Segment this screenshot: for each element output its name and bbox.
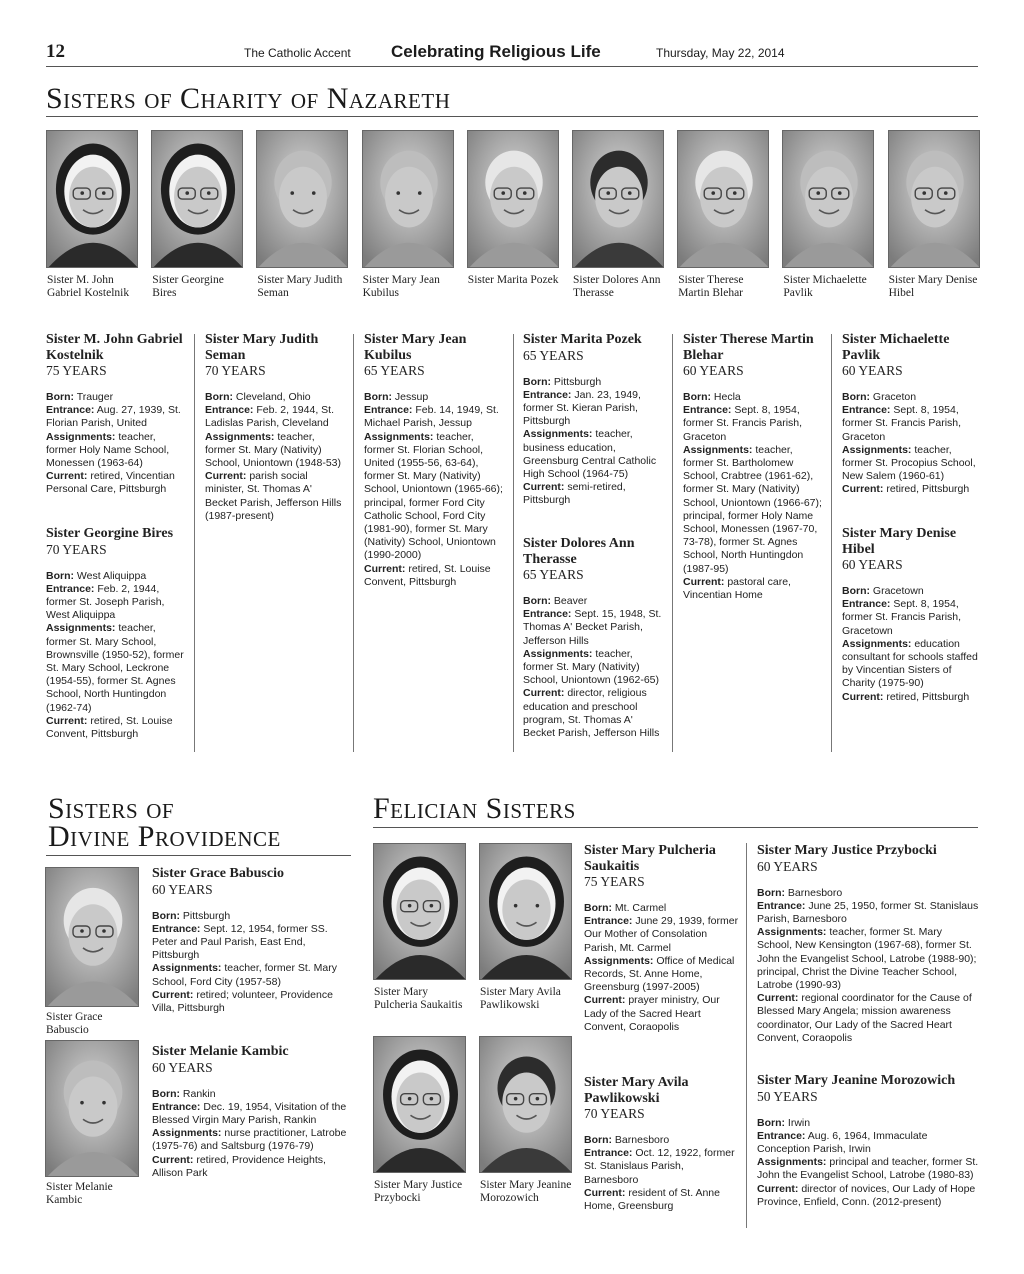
bio-years: 65 YEARS [364, 363, 425, 378]
bio-przybocki: Sister Mary Justice Przybocki 60 YEARS Born: Barnesboro Entrance: June 25, 1950, former St. Stanislaus Parish, Barnesboro Assignments: teacher, former St. Mary School, New Kensington (1967-68), former St. John the Evangelist School, Latrobe (1988-90); principal, Christ the Divine Teacher School, Latrobe (1990-93) Current: regional coordinator for the Cause of Blessed Mary Angela; mission awareness coordinator, Our Lady of the Sacred Heart Convent, Coraopolis [757, 843, 979, 1044]
photo-caption: Sister Mary Jean Kubilus [362, 274, 440, 299]
portrait-photo [45, 867, 139, 1007]
bio-years: 65 YEARS [523, 347, 584, 363]
portrait-photo [479, 843, 572, 980]
column-divider [672, 334, 673, 752]
bio-years: 70 YEARS [46, 541, 107, 557]
column-divider [513, 334, 514, 752]
portrait-photo [256, 130, 348, 268]
bio-name: Sister Mary Pulcheria Saukaitis [584, 843, 716, 874]
providence-title-line1: Sisters of [48, 792, 175, 825]
portrait-photo [362, 130, 454, 268]
bio-years: 60 YEARS [842, 557, 903, 572]
bio-name: Sister Marita Pozek [523, 332, 642, 347]
photo-caption: Sister M. John Gabriel Kostelnik [47, 274, 130, 299]
bio-morozowich: Sister Mary Jeanine Morozowich 50 YEARS Born: Irwin Entrance: Aug. 6, 1964, Immaculate Conception Parish, Irwin Assignments: principal and teacher, former St. John the Evangelist School, Latrobe (1980-83) Current: director of novices, Our Lady of Hope Province, Enfield, Conn. (2012-present) [757, 1073, 979, 1208]
photo-caption: Sister Mary Justice Przybocki [374, 1179, 463, 1204]
bio-name: Sister Melanie Kambic [152, 1044, 289, 1059]
photo-caption: Sister Mary Avila Pawlikowski [480, 986, 561, 1011]
photo-caption: Sister Mary Judith Seman [257, 274, 343, 299]
photo-caption: Sister Mary Pulcheria Saukaitis [374, 986, 463, 1011]
column-divider [194, 334, 195, 752]
bio-bires: Sister Georgine Bires 70 YEARS Born: West Aliquippa Entrance: Feb. 2, 1944, former St. Joseph Parish, West Aliquippa Assignments: teacher, former St. Mary School, Brownsville (1950-52), former St. Mary School, Leckrone (1954-55), former St. Agnes School, North Huntingdon (1962-74) Current: retired, St. Louise Convent, Pittsburgh [46, 526, 186, 741]
column-divider [353, 334, 354, 752]
photo-caption: Sister Mary Denise Hibel [888, 274, 978, 299]
bio-name: Sister Mary Denise Hibel [842, 526, 957, 557]
bio-pozek: Sister Marita Pozek 65 YEARS Born: Pittsburgh Entrance: Jan. 23, 1949, former St. Kieran Parish, Pittsburgh Assignments: teacher, business education, Greensburg Central Catholic High School (1964-75) Current: semi-retired, Pittsburgh [523, 332, 663, 508]
bio-name: Sister Mary Judith Seman [205, 332, 319, 363]
bio-name: Sister Georgine Bires [46, 526, 174, 541]
bio-blehar: Sister Therese Martin Blehar 60 YEARS Born: Hecla Entrance: Sept. 8, 1954, former St. Francis Parish, Graceton Assignments: teacher, former St. Bartholomew School, Crabtree (1961-62), former St. Mary (Nativity) School, Uniontown (1966-67); principal, former Holy Name School, Monessen (1967-70, 73-78), former St. Agnes School, North Huntingdon (1987-95) Current: pastoral care, Vincentian Home [683, 332, 822, 602]
bio-pavlik: Sister Michaelette Pavlik 60 YEARS Born: Graceton Entrance: Sept. 8, 1954, former St. Francis Parish, Graceton Assignments: teacher, former St. Procopius School, New Salem (1960-61) Current: retired, Pittsburgh [842, 332, 978, 497]
portrait-photo [479, 1036, 572, 1173]
bio-years: 60 YEARS [683, 363, 744, 378]
charity-title-rule [46, 116, 978, 117]
felician-section-title: Felician Sisters [373, 792, 576, 825]
portrait-photo [373, 843, 466, 980]
bio-years: 70 YEARS [205, 363, 266, 378]
photo-caption: Sister Therese Martin Blehar [678, 274, 744, 299]
bio-years: 75 YEARS [46, 363, 107, 378]
bio-years: 60 YEARS [152, 881, 213, 897]
column-divider [746, 843, 747, 1228]
providence-title-rule [46, 855, 351, 856]
portrait-photo [373, 1036, 466, 1173]
bio-name: Sister Mary Avila Pawlikowski [584, 1075, 689, 1106]
portrait-photo [888, 130, 980, 268]
felician-title-rule [373, 827, 978, 828]
bio-babuscio: Sister Grace Babuscio 60 YEARS Born: Pittsburgh Entrance: Sept. 12, 1954, former SS. Peter and Paul Parish, East End, Pittsburgh Assignments: teacher, former St. Mary School, Ford City (1957-58) Current: retired; volunteer, Providence Villa, Pittsburgh [152, 866, 347, 1015]
portrait-photo [782, 130, 874, 268]
bio-kambic: Sister Melanie Kambic 60 YEARS Born: Rankin Entrance: Dec. 19, 1954, Visitation of the Blessed Virgin Mary Parish, Rankin Assignments: nurse practitioner, Latrobe (1975-76) and Saltsburg (1976-79) Current: retired, Providence Heights, Allison Park [152, 1044, 347, 1179]
bio-years: 65 YEARS [523, 567, 584, 582]
bio-name: Sister Mary Jeanine Morozowich [757, 1073, 956, 1088]
photo-caption: Sister Marita Pozek [467, 274, 559, 286]
bio-name: Sister Mary Jean Kubilus [364, 332, 467, 363]
portrait-photo [572, 130, 664, 268]
bio-years: 60 YEARS [757, 858, 818, 874]
bio-name: Sister Therese Martin Blehar [683, 332, 814, 363]
column-divider [831, 334, 832, 752]
portrait-photo [151, 130, 243, 268]
bio-name: Sister Mary Justice Przybocki [757, 843, 937, 858]
bio-hibel: Sister Mary Denise Hibel 60 YEARS Born: Gracetown Entrance: Sept. 8, 1954, former St. Francis Parish, Gracetown Assignments: education consultant for schools staffed by Vincentian Sisters of Charity (1975-90) Current: retired, Pittsburgh [842, 526, 978, 703]
bio-years: 70 YEARS [584, 1106, 645, 1121]
portrait-photo [677, 130, 769, 268]
portrait-photo [46, 130, 138, 268]
bio-kostelnik: Sister M. John Gabriel Kostelnik 75 YEARS Born: Trauger Entrance: Aug. 27, 1939, St. Florian Parish, United Assignments: teacher, former Holy Name School, Monessen (1963-64) Current: retired, Vincentian Personal Care, Pittsburgh [46, 332, 186, 497]
bio-years: 60 YEARS [842, 363, 903, 378]
section-title: Celebrating Religious Life [391, 42, 601, 61]
portrait-photo [467, 130, 559, 268]
header-rule [46, 66, 978, 67]
bio-seman: Sister Mary Judith Seman 70 YEARS Born: Cleveland, Ohio Entrance: Feb. 2, 1944, St. Ladislas Parish, Cleveland Assignments: teacher, former St. Mary (Nativity) School, Uniontown (1948-53) Current: parish social minister, St. Thomas A' Becket Parish, Jefferson Hills (1987-present) [205, 332, 345, 523]
bio-saukaitis: Sister Mary Pulcheria Saukaitis 75 YEARS Born: Mt. Carmel Entrance: June 29, 1939, former Our Mother of Consolation Parish, Mt. Carmel Assignments: Office of Medical Records, St. Anne Home, Greensburg (1997-2005) Current: prayer ministry, Our Lady of the Sacred Heart Convent, Coraopolis [584, 843, 739, 1033]
photo-caption: Sister Grace Babuscio [46, 1011, 103, 1036]
photo-caption: Sister Georgine Bires [152, 274, 224, 299]
issue-date: Thursday, May 22, 2014 [656, 46, 785, 60]
publication-name: The Catholic Accent [244, 46, 351, 60]
charity-section-title: Sisters of Charity of Nazareth [46, 82, 451, 115]
bio-pawlikowski: Sister Mary Avila Pawlikowski 70 YEARS Born: Barnesboro Entrance: Oct. 12, 1922, former St. Stanislaus Parish, Barnesboro Current: resident of St. Anne Home, Greensburg [584, 1075, 739, 1213]
photo-caption: Sister Mary Jeanine Morozowich [480, 1179, 572, 1204]
providence-title-line2: Divine Providence [48, 820, 281, 853]
photo-caption: Sister Melanie Kambic [46, 1181, 113, 1206]
photo-caption: Sister Dolores Ann Therasse [573, 274, 661, 299]
bio-name: Sister M. John Gabriel Kostelnik [46, 332, 183, 363]
bio-name: Sister Grace Babuscio [152, 866, 284, 881]
bio-name: Sister Michaelette Pavlik [842, 332, 950, 363]
photo-caption: Sister Michaelette Pavlik [783, 274, 867, 299]
page-number: 12 [46, 41, 65, 62]
bio-years: 75 YEARS [584, 874, 645, 889]
bio-name: Sister Dolores Ann Therasse [523, 536, 635, 567]
portrait-photo [45, 1040, 139, 1177]
bio-therasse: Sister Dolores Ann Therasse 65 YEARS Born: Beaver Entrance: Sept. 15, 1948, St. Thomas A' Becket Parish, Jefferson Hills Assignments: teacher, former St. Mary (Nativity) School, Uniontown (1962-65) Current: director, religious education and preschool program, St. Thomas A' Becket Parish, Jefferson Hills [523, 536, 662, 740]
bio-years: 50 YEARS [757, 1088, 818, 1104]
bio-kubilus: Sister Mary Jean Kubilus 65 YEARS Born: Jessup Entrance: Feb. 14, 1949, St. Michael Parish, Jessup Assignments: teacher, former St. Florian School, United (1955-56, 63-64), former St. Mary (Nativity) School, Uniontown (1965-66); principal, former Ford City Catholic School, Ford City (1981-90), former St. Mary (Nativity) School, Uniontown (1990-2000) Current: retired, St. Louise Convent, Pittsburgh [364, 332, 503, 588]
bio-years: 60 YEARS [152, 1059, 213, 1075]
